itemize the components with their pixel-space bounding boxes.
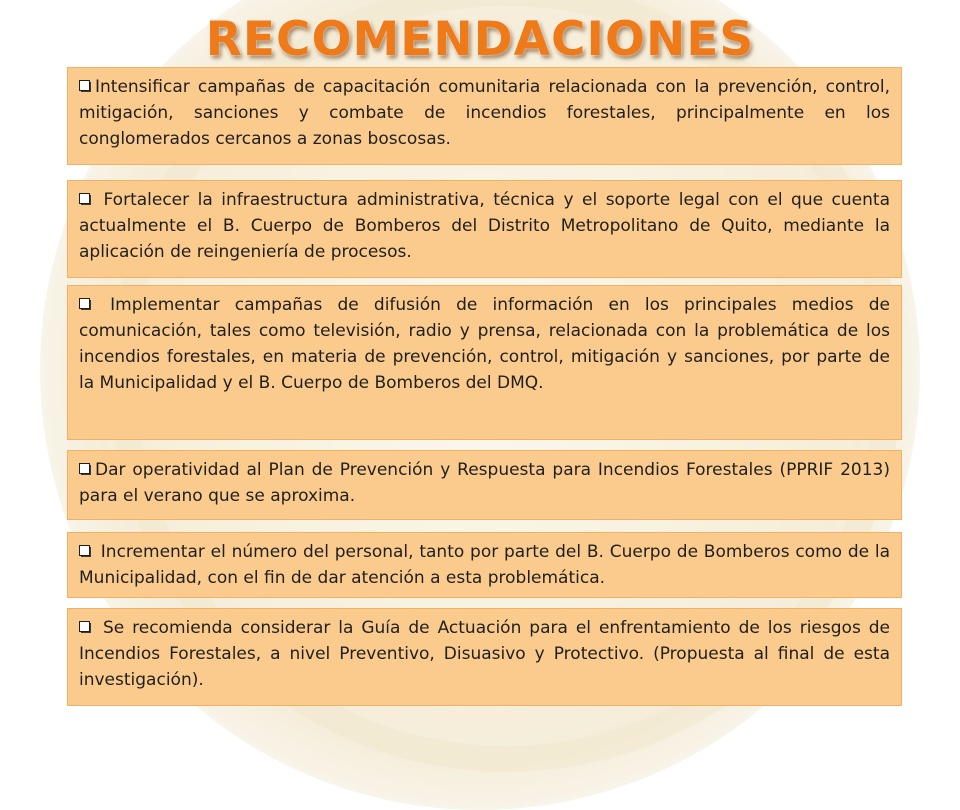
recommendation-box-2 [67,180,902,278]
checkbox-bullet-icon [79,621,92,634]
page-title: RECOMENDACIONES [205,12,755,67]
recommendation-text-4: Dar operatividad al Plan de Prevención y Respuesta para Incendios Forestales (PPRIF 2013) para el verano que se aproxima. [79,460,890,506]
recommendation-box-1 [67,67,902,165]
recommendation-box-5 [67,532,902,598]
recommendation-text-5: Incrementar el número del personal, tanto por parte del B. Cuerpo de Bomberos como de la Municipalidad, con el fin de dar atención a esta problemática. [79,542,891,588]
checkbox-bullet-icon [79,463,92,476]
recommendation-text-2: Fortalecer la infraestructura administrativa, técnica y el soporte legal con el que cuenta actualmente el B. Cuerpo de Bomberos del Distrito Metropolitano de Quito, mediante la aplicación de reingeniería de procesos. [79,190,890,262]
recommendation-text-6: Se recomienda considerar la Guía de Actuación para el enfrentamiento de los riesgos de Incendios Forestales, a nivel Preventivo, Disuasivo y Protectivo. (Propuesta al final de esta investigación). [79,618,890,690]
recommendation-box-3 [67,285,902,440]
checkbox-bullet-icon [79,545,92,558]
recommendation-text-1: Intensificar campañas de capacitación comunitaria relacionada con la prevención, control, mitigación, sanciones y combate de incendios forestales, principalmente en los conglomerados cercanos a zonas boscosas. [79,77,890,149]
checkbox-bullet-icon [79,193,92,206]
recommendation-box-4 [67,450,902,520]
checkbox-bullet-icon [79,80,92,93]
recommendation-box-6 [67,608,902,706]
checkbox-bullet-icon [79,298,92,311]
recommendation-text-3: Implementar campañas de difusión de información en los principales medios de comunicación, tales como televisión, radio y prensa, relacionada con la problemática de los incendios forestales, en materia de prevención, control, mitigación y sanciones, por parte de la Municipalidad y el B. Cuerpo de Bomberos del DMQ. [79,295,890,393]
